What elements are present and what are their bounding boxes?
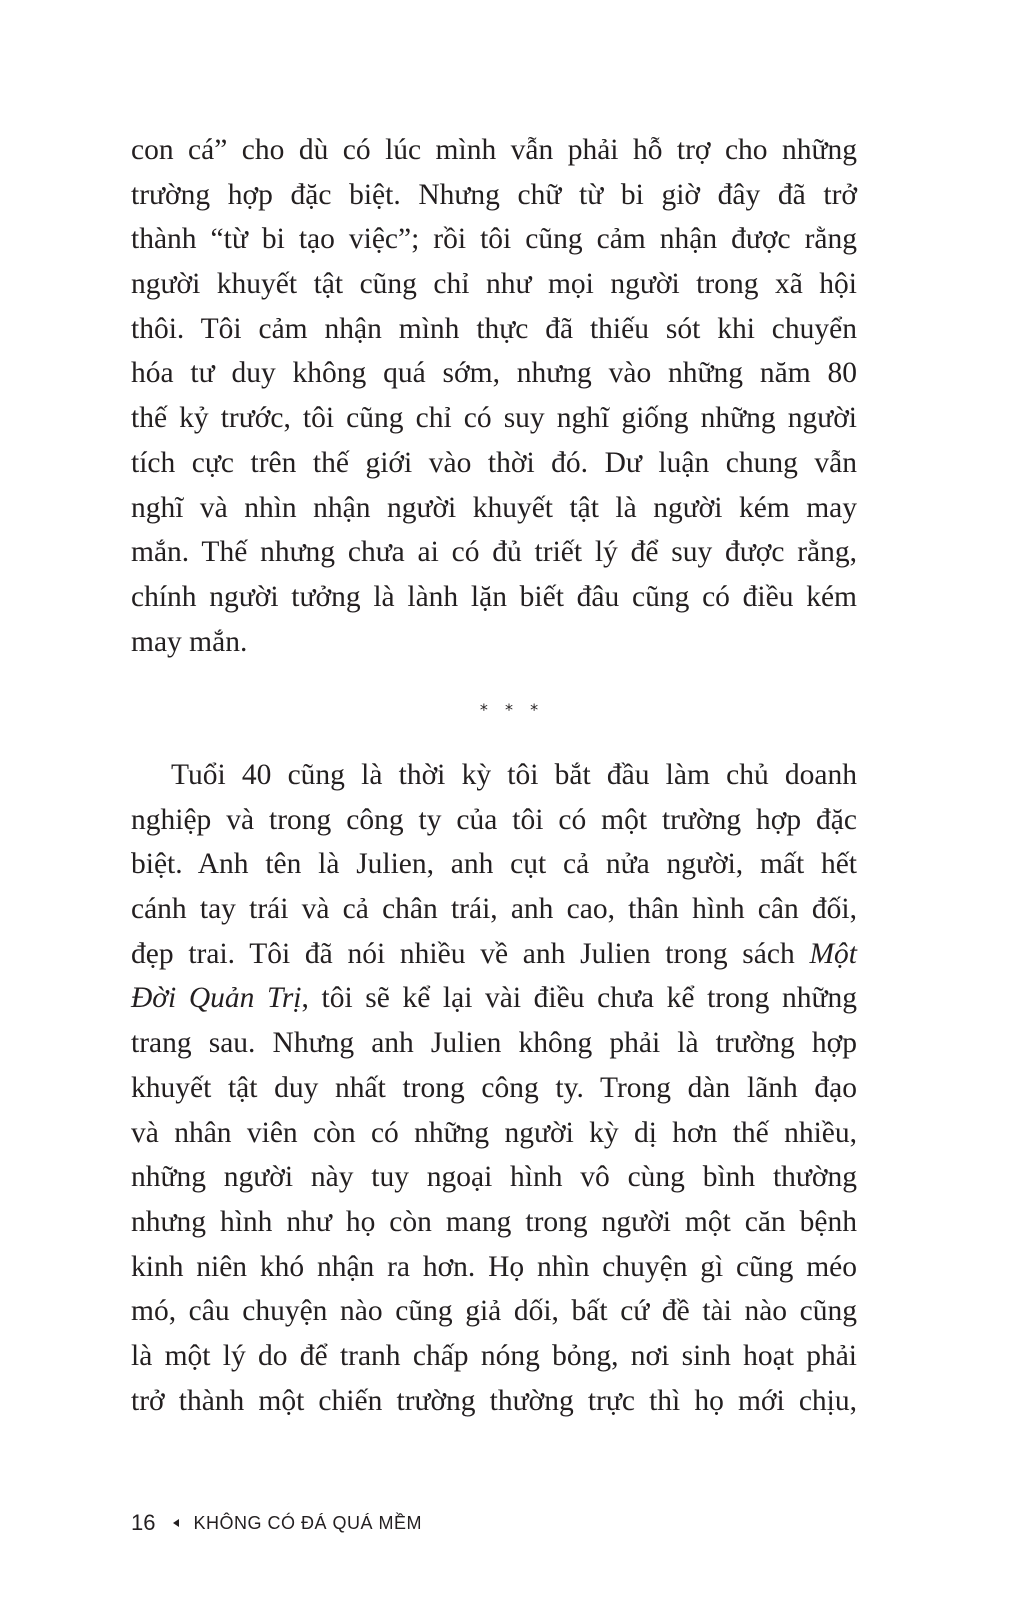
page-number: 16	[131, 1510, 156, 1535]
book-title-italic: Một	[809, 937, 857, 970]
text-line: trở thành một chiến trường thường trực thì họ mới chịu,	[131, 1384, 857, 1417]
text-line: Tuổi 40 cũng là thời kỳ tôi bắt đầu làm chủ doanh	[171, 759, 857, 791]
text-line: may mắn.	[131, 625, 248, 658]
paragraph-2	[131, 753, 857, 1423]
text-line-with-title	[131, 976, 857, 1021]
page-footer	[131, 1510, 422, 1536]
triangle-left-icon	[173, 1519, 179, 1527]
text-line: thôi. Tôi cảm nhận mình thực đã thiếu sót khi chuyển	[131, 312, 857, 345]
section-separator: * * *	[479, 700, 545, 719]
text-line: mó, câu chuyện nào cũng giả dối, bất cứ đề tài nào cũng	[131, 1295, 857, 1328]
text-line: khuyết tật duy nhất trong công ty. Trong dàn lãnh đạo	[131, 1071, 857, 1104]
text-line: biệt. Anh tên là Julien, anh cụt cả nửa người, mất hết	[131, 848, 857, 881]
text-line: những người này tuy ngoại hình vô cùng bình thường	[131, 1161, 857, 1194]
text-line: hóa tư duy không quá sớm, nhưng vào những năm 80	[131, 357, 857, 390]
paragraph-1	[131, 128, 857, 664]
text-line: nhưng hình như họ còn mang trong người một căn bệnh	[131, 1205, 857, 1238]
text-line: là một lý do để tranh chấp nóng bỏng, nơi sinh hoạt phải	[131, 1339, 857, 1372]
text-line: trang sau. Nhưng anh Julien không phải là trường hợp	[131, 1027, 857, 1060]
text-line: thành “từ bi tạo việc”; rồi tôi cũng cảm nhận được rằng	[131, 223, 857, 256]
text-line: cánh tay trái và cả chân trái, anh cao, thân hình cân đối,	[131, 893, 857, 926]
text-line: con cá” cho dù có lúc mình vẫn phải hỗ trợ cho những	[131, 134, 857, 166]
text-line: và nhân viên còn có những người kỳ dị hơn thế nhiều,	[131, 1116, 857, 1149]
text-line: nghĩ và nhìn nhận người khuyết tật là người kém may	[131, 491, 857, 524]
text-line: thế kỷ trước, tôi cũng chỉ có suy nghĩ giống những người	[131, 402, 857, 435]
text-line: nghiệp và trong công ty của tôi có một trường hợp đặc	[131, 803, 857, 836]
text-line: kinh niên khó nhận ra hơn. Họ nhìn chuyện gì cũng méo	[131, 1250, 857, 1283]
text-line: chính người tưởng là lành lặn biết đâu cũng có điều kém	[131, 580, 857, 613]
text-segment: đẹp trai. Tôi đã nói nhiều về anh Julien trong sách	[131, 937, 795, 970]
text-line: người khuyết tật cũng chỉ như mọi người trong xã hội	[131, 268, 857, 301]
text-line: trường hợp đặc biệt. Nhưng chữ từ bi giờ đây đã trở	[131, 178, 857, 211]
text-line: mắn. Thế nhưng chưa ai có đủ triết lý để suy được rằng,	[131, 536, 857, 569]
text-line: tích cực trên thế giới vào thời đó. Dư luận chung vẫn	[131, 446, 857, 479]
book-title-italic: Đời Quản Trị	[131, 982, 302, 1015]
text-segment: , tôi sẽ kể lại vài điều chưa kể trong những	[301, 982, 857, 1015]
text-line-with-title	[131, 932, 857, 977]
running-book-title: KHÔNG CÓ ĐÁ QUÁ MỀM	[193, 1512, 422, 1533]
